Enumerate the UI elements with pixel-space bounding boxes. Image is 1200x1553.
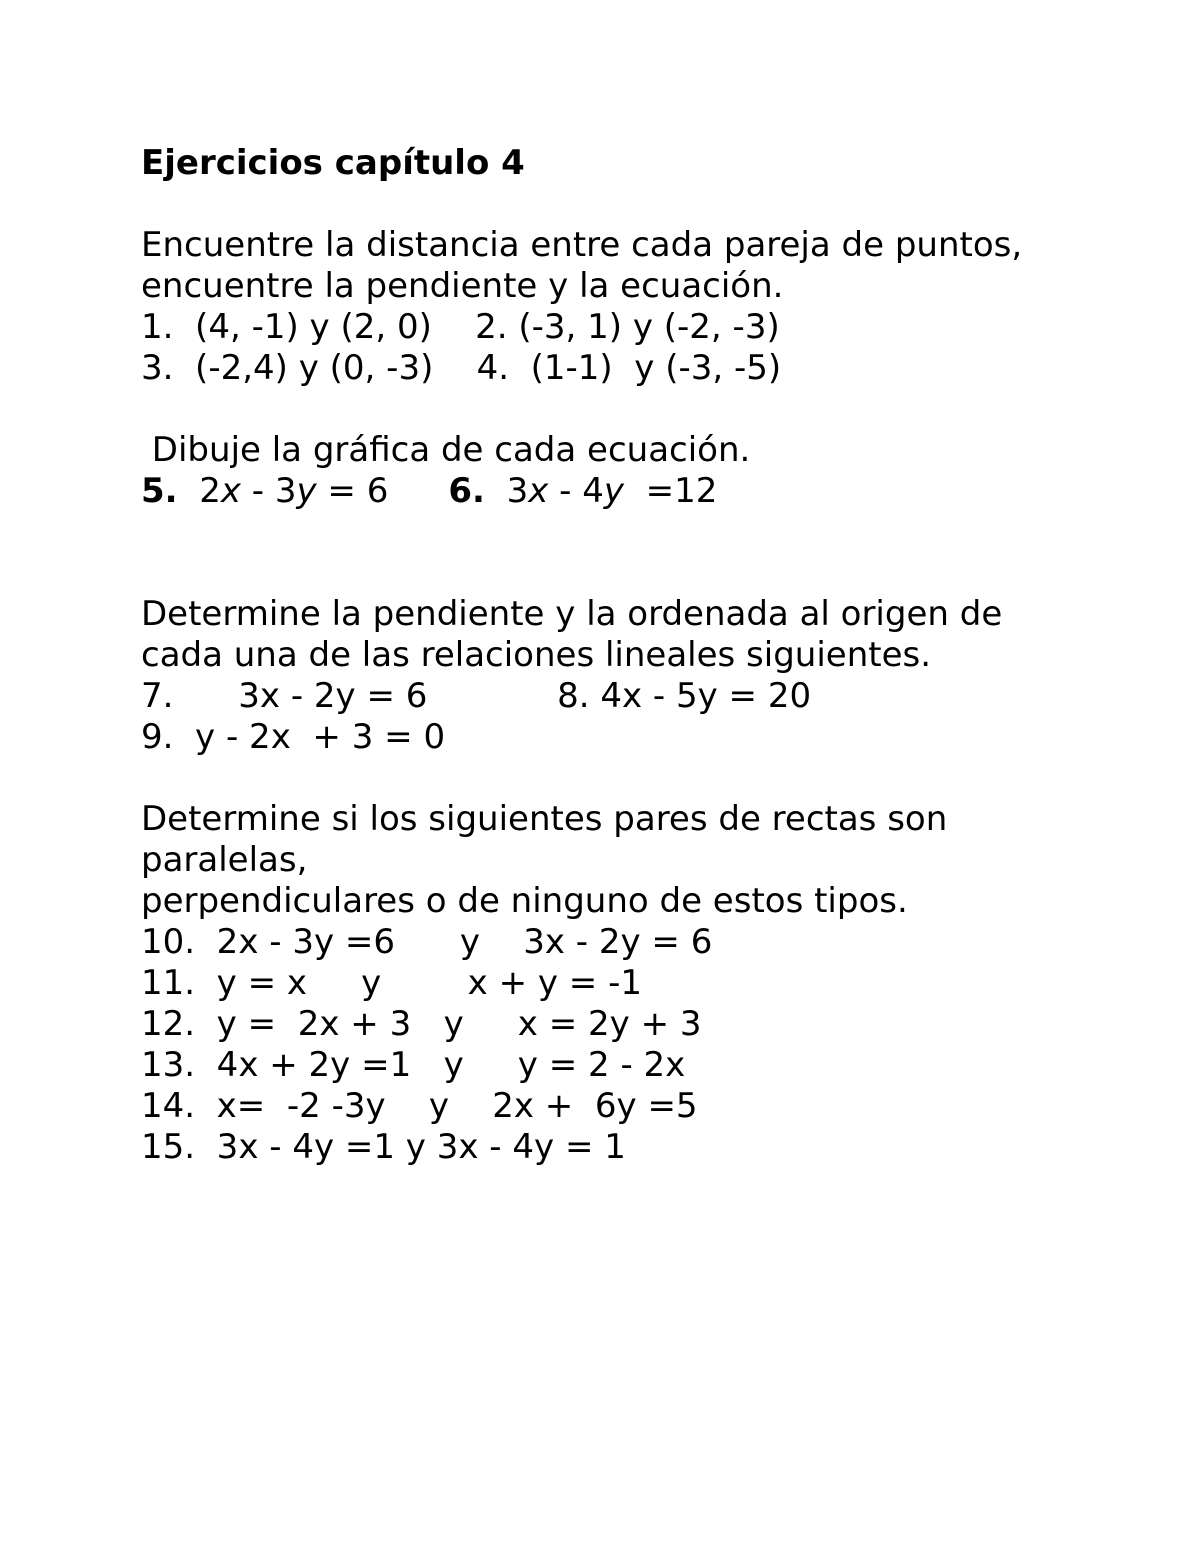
item5-var-y: y — [296, 471, 317, 511]
section1-instruction-line2: encuentre la pendiente y la ecuación. — [141, 266, 784, 306]
item6-var-x: x — [528, 471, 549, 511]
exercise-item: 10. 2x - 3y =6 y 3x - 2y = 6 — [141, 922, 713, 962]
item6-var-y: y — [603, 471, 624, 511]
item6-coef-b: - 4 — [548, 471, 604, 511]
exercise-item: 15. 3x - 4y =1 y 3x - 4y = 1 — [141, 1127, 626, 1167]
section4-instruction-line1: Determine si los siguientes pares de rectas son — [141, 799, 948, 839]
spacer — [141, 758, 1141, 799]
item6-coef-a: 3 — [506, 471, 529, 511]
exercise-item: 12. y = 2x + 3 y x = 2y + 3 — [141, 1004, 702, 1044]
document-page — [141, 143, 1141, 1168]
section2-equations — [141, 471, 1141, 512]
section1-instruction-line1: Encuentre la distancia entre cada pareja de puntos, — [141, 225, 1023, 265]
section3-row1: 7. 3x - 2y = 6 8. 4x - 5y = 20 — [141, 676, 812, 716]
section1-row2: 3. (-2,4) y (0, -3) 4. (1-1) y (-3, -5) — [141, 348, 782, 388]
section3-instruction-line2: cada una de las relaciones lineales siguientes. — [141, 635, 932, 675]
item5-coef-a: 2 — [199, 471, 221, 511]
exercise-item: 14. x= -2 -3y y 2x + 6y =5 — [141, 1086, 698, 1126]
page-title: Ejercicios capítulo 4 — [141, 143, 525, 183]
spacer — [141, 389, 1141, 430]
section2-instruction: Dibuje la gráfica de cada ecuación. — [141, 430, 751, 470]
item5-coef-b: - 3 — [240, 471, 297, 511]
section4-instruction-line2: paralelas, — [141, 840, 308, 880]
exercise-item: 13. 4x + 2y =1 y y = 2 - 2x — [141, 1045, 686, 1085]
item6-number: 6. — [448, 471, 485, 511]
section1-row1: 1. (4, -1) y (2, 0) 2. (-3, 1) y (-2, -3) — [141, 307, 780, 347]
item6-rhs: =12 — [623, 471, 718, 511]
item5-number: 5. — [141, 471, 178, 511]
item5-rhs: = 6 — [316, 471, 389, 511]
section4-instruction-line3: perpendiculares o de ninguno de estos tipos. — [141, 881, 908, 921]
spacer — [141, 512, 1141, 594]
section3-row2: 9. y - 2x + 3 = 0 — [141, 717, 446, 757]
item5-var-x: x — [220, 471, 241, 511]
exercise-item: 11. y = x y x + y = -1 — [141, 963, 643, 1003]
section3-instruction-line1: Determine la pendiente y la ordenada al origen de — [141, 594, 1003, 634]
